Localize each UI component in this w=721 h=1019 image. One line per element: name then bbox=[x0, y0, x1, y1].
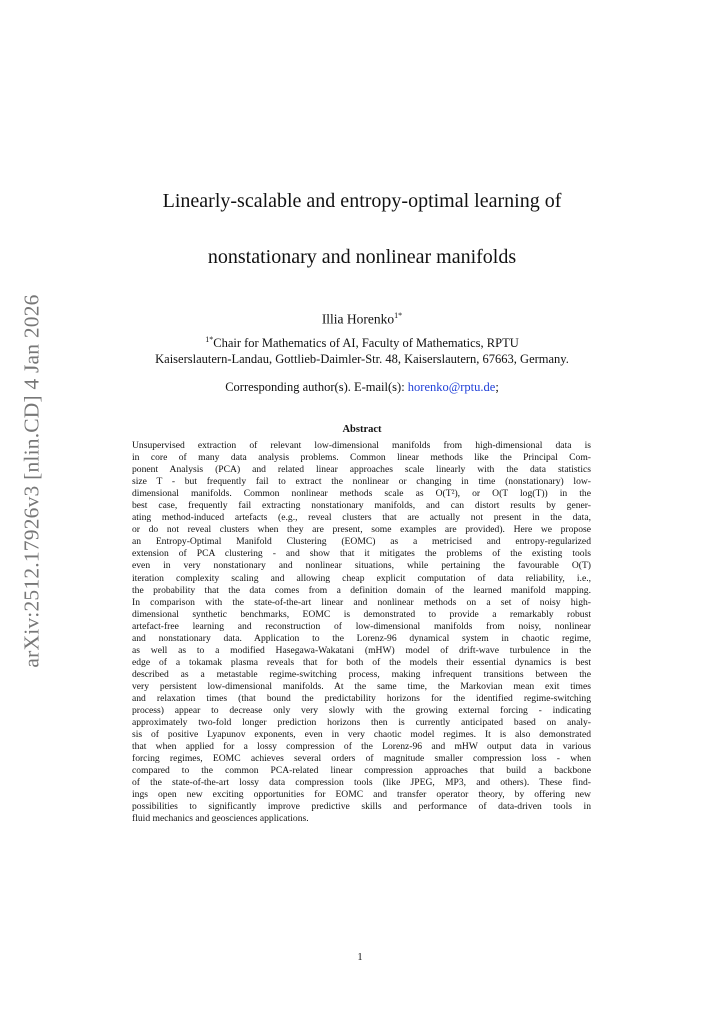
abstract-line: very persistent low-dimensional manifolds. At the same time, the Markovian mean exit times bbox=[132, 680, 591, 692]
abstract-line: approximately two-fold longer prediction horizons then is currently anticipated based on analy- bbox=[132, 717, 591, 729]
arxiv-identifier-stamp bbox=[8, 296, 56, 666]
correspondence-suffix: ; bbox=[495, 380, 499, 394]
author-block bbox=[100, 311, 624, 328]
abstract-line: or do not reveal clusters when they are present, some examples are provided). Here we propose bbox=[132, 524, 591, 536]
abstract-line: Unsupervised extraction of relevant low-dimensional manifolds from high-dimensional data is bbox=[132, 440, 591, 451]
abstract-line: process) appear to decrease only very slowly with the growing external forcing - indicating bbox=[132, 705, 591, 717]
abstract-line: artefact-free learning and reconstruction of low-dimensional manifolds from noisy, nonlinear bbox=[132, 620, 591, 632]
abstract-line: in core of many data analysis problems. Common linear methods like the Principal Com- bbox=[132, 452, 591, 464]
author-name: Illia Horenko bbox=[321, 311, 395, 327]
abstract-line: In comparison with the state-of-the-art linear and nonlinear methods on a set of noisy high- bbox=[132, 596, 591, 608]
abstract-line: and relaxation times (that bound the predictability horizons for the identified regime-switching bbox=[132, 692, 591, 704]
correspondence-label: Corresponding author(s). E-mail(s): bbox=[225, 380, 405, 394]
affiliation-line-2: Kaiserslautern-Landau, Gottlieb-Daimler-Str. 48, Kaiserslautern, 67663, Germany. bbox=[155, 352, 569, 366]
abstract-line: best case, frequently fail extracting nonstationary manifolds, and can distort results by gener- bbox=[132, 500, 591, 512]
abstract-line: extension of PCA clustering - and show that it mitigates the problems of the existing tools bbox=[132, 548, 591, 560]
correspondence-line bbox=[100, 380, 624, 395]
abstract-line: sis of positive Lyapunov exponents, even in very chaotic model regimes. It is also demonstrated bbox=[132, 729, 591, 741]
abstract-line: an Entropy-Optimal Manifold Clustering (EOMC) as a metricised and entropy-regularized bbox=[132, 536, 591, 548]
abstract-line: ings open new exciting opportunities for EOMC and transfer operator theory, by offering new bbox=[132, 789, 591, 801]
arxiv-identifier-text: arXiv:2512.17926v3 [nlin.CD] 4 Jan 2026 bbox=[19, 294, 44, 668]
affiliation-mark: 1* bbox=[205, 335, 214, 344]
abstract-line: dimensional synthetic benchmarks, EOMC is demonstrated to provide a remarkably robust bbox=[132, 608, 591, 620]
abstract-line: and nonstationary data. Application to the Lorenz-96 dynamical system in chaotic regime, bbox=[132, 632, 591, 644]
abstract-line: fluid mechanics and geosciences applications. bbox=[132, 813, 309, 825]
abstract-line: that when applied for a lossy compression of the Lorenz-96 and mHW output data in various bbox=[132, 741, 591, 753]
abstract-line: size T - but frequently fail to extract the nonlinear or changing in time (nonstationary) low- bbox=[132, 476, 591, 488]
abstract-line: the probability that the data comes from a definition domain of the learned manifold mapping. bbox=[132, 584, 591, 596]
abstract-line: of the state-of-the-art lossy data compression tools (like JPEG, MP3, and others). These find- bbox=[132, 777, 591, 789]
author-mark: 1* bbox=[394, 311, 403, 320]
abstract-line: compared to the common PCA-related linear compression approaches that build a backbone bbox=[132, 765, 591, 777]
page-number: 1 bbox=[357, 952, 363, 963]
author-email-link[interactable]: horenko@rptu.de bbox=[407, 380, 496, 394]
paper-title-line-2: nonstationary and nonlinear manifolds bbox=[207, 246, 517, 268]
abstract-line: ponent Analysis (PCA) and related linear approaches scale linearly with the data statistics bbox=[132, 464, 591, 476]
paper-title-line-1: Linearly-scalable and entropy-optimal learning of bbox=[162, 190, 562, 212]
abstract-line: dimensional manifolds. Common nonlinear methods scale as O(T²), or O(T log(T)) in the bbox=[132, 488, 591, 500]
abstract-line: possibilities to significantly improve predictive skills and performance of data-driven tools in bbox=[132, 801, 591, 813]
abstract-body bbox=[132, 440, 591, 826]
abstract-heading: Abstract bbox=[342, 424, 382, 435]
abstract-line: even in very nonstationary and nonlinear situations, while pertaining the favourable O(T) bbox=[132, 560, 591, 572]
abstract-line: iteration complexity scaling and allowing cheap explicit computation of data reliability, i.e., bbox=[132, 572, 591, 584]
abstract-line: forcing regimes, EOMC achieves several orders of magnitude smaller compression loss - when bbox=[132, 753, 591, 765]
affiliation-text-1: Chair for Mathematics of AI, Faculty of Mathematics, RPTU bbox=[213, 336, 519, 351]
abstract-line: described as a metastable regime-switching process, making infrequent transitions between the bbox=[132, 668, 591, 680]
abstract-line: as well as to a modified Hasegawa-Wakatani (mHW) model of drift-wave turbulence in the bbox=[132, 644, 591, 656]
abstract-line: edge of a tokamak plasma reveals that for both of the models their essential dynamics is best bbox=[132, 656, 591, 668]
affiliation-line-1 bbox=[100, 335, 624, 351]
abstract-line: ating method-induced artefacts (e.g., reveal clusters that are actually not present in the data, bbox=[132, 512, 591, 524]
